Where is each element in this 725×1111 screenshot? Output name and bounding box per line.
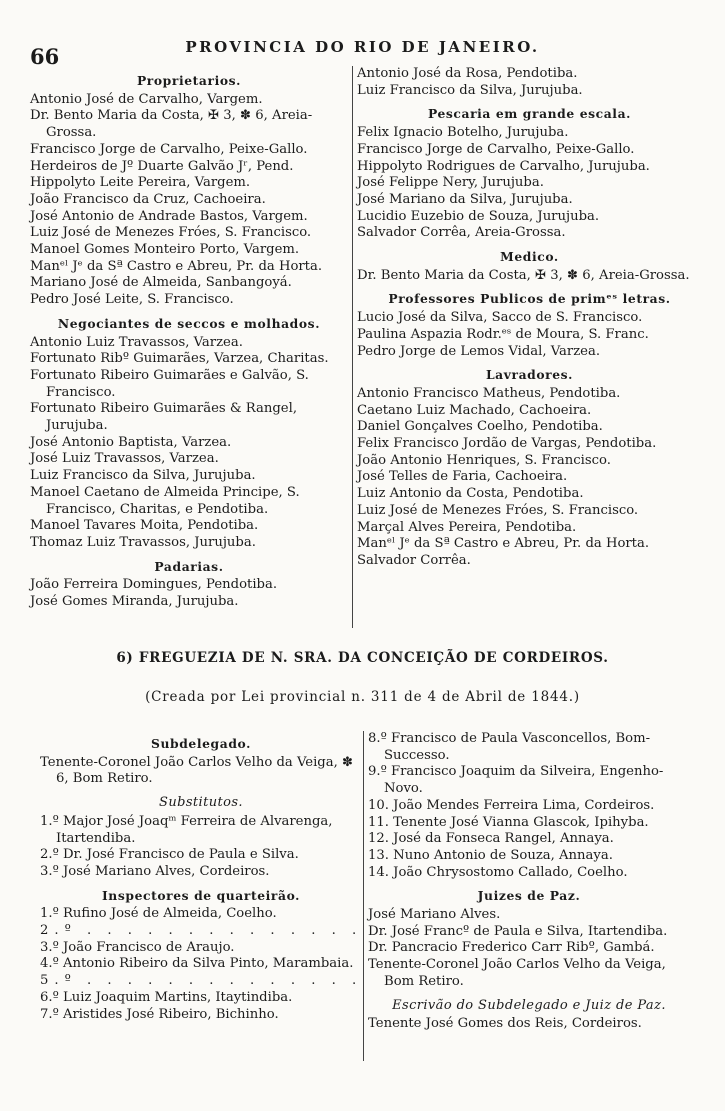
list-item: Dr. Bento Maria da Costa, ✠ 3, ✽ 6, Areia-Grossa. [357,267,690,283]
list-item: João Antonio Henriques, S. Francisco. [357,452,611,468]
professores-heading: Professores Publicos de primᵉˢ letras. [388,291,671,307]
list-item: 14. João Chrysostomo Callado, Coelho. [368,864,628,880]
list-item: José Felippe Nery, Jurujuba. [357,175,544,191]
substitutos-heading: Substitutos. [159,795,243,811]
list-item: 8.º Francisco de Paula Vasconcellos, Bom-Successo. [368,731,651,763]
list-item: 2.º . . . . . . . . . . . . . . [40,923,363,939]
pescaria-heading: Pescaria em grande escala. [427,106,632,122]
page-number: 66 [30,44,60,69]
list-item: Pedro José Leite, S. Francisco. [30,292,234,308]
list-item: 4.º Antonio Ribeiro da Silva Pinto, Marambaia. [40,956,354,972]
list-item: José Telles de Faria, Cachoeira. [357,469,568,485]
list-item: Lucidio Euzebio de Souza, Jurujuba. [357,208,600,224]
list-item: Luiz José de Menezes Fróes, S. Francisco. [30,225,312,241]
list-item: Salvador Corrêa, Areia-Grossa. [357,225,566,241]
escrivao-entry: Tenente José Gomes dos Reis, Cordeiros. [368,1016,642,1032]
juizes-list [368,907,690,991]
list-item: 6.º Luiz Joaquim Martins, Itaytindiba. [40,989,293,1005]
inspectores-heading: Inspectores de quarteirão. [101,887,301,903]
list-item: Antonio José de Carvalho, Vargem. [30,91,263,107]
list-item: Marçal Alves Pereira, Pendotiba. [357,519,577,535]
subdelegado-heading: Subdelegado. [151,736,251,751]
list-item: Antonio Luiz Travassos, Varzea. [30,334,243,350]
inspectores-list [40,906,362,1023]
list-item: 12. José da Fonseca Rangel, Annaya. [368,831,614,847]
list-item: Fortunato Ribº Guimarães, Varzea, Charitas. [30,351,329,367]
list-item: 7.º Aristides José Ribeiro, Bichinho. [40,1006,279,1022]
lavradores-list [357,386,702,570]
list-item: José Mariano Alves. [368,907,501,923]
section-title: 6) FREGUEZIA DE N. SRA. DA CONCEIÇÃO DE CORDEIROS. [116,650,609,666]
medico-heading: Medico. [500,249,559,265]
proprietarios-heading: Proprietarios. [136,73,242,88]
list-item: Thomaz Luiz Travassos, Jurujuba. [30,534,256,550]
list-item: Felix Ignacio Botelho, Jurujuba. [357,125,569,141]
list-item: Manoel Gomes Monteiro Porto, Vargem. [30,242,300,258]
list-item: José Antonio Baptista, Varzea. [30,434,232,450]
list-item: 13. Nuno Antonio de Souza, Annaya. [368,847,613,863]
lower-left-column [40,733,362,1023]
list-item: Salvador Corrêa. [357,552,471,568]
list-item: Francisco Jorge de Carvalho, Peixe-Gallo. [30,141,308,157]
right-column [352,66,702,628]
subdelegado-entry: Tenente-Coronel João Carlos Velho da Veiga, ✽ 6, Bom Retiro. [40,754,354,787]
list-item: 11. Tenente José Vianna Glascok, Ipihyba. [368,814,649,830]
list-item: José Mariano da Silva, Jurujuba. [357,191,573,207]
list-item: Dr. Pancracio Frederico Carr Ribº, Gambá. [368,940,655,956]
list-item: Herdeiros de Jº Duarte Galvão Jʳ, Pend. [30,158,294,174]
list-item: 5.º . . . . . . . . . . . . . . [40,973,363,989]
list-item: Luiz Francisco da Silva, Jurujuba. [30,468,256,484]
running-head: PROVINCIA DO RIO DE JANEIRO. [185,38,540,56]
list-item: Lucio José da Silva, Sacco de S. Francisco. [357,310,643,326]
list-item: José Gomes Miranda, Jurujuba. [30,594,239,610]
list-item: Pedro Jorge de Lemos Vidal, Varzea. [357,343,601,359]
negociantes-heading: Negociantes de seccos e molhados. [57,315,321,331]
left-column [30,70,348,611]
list-item: Luiz Antonio da Costa, Pendotiba. [357,486,584,502]
list-item: 3.º João Francisco de Araujo. [40,939,235,955]
proprietarios-list [30,92,348,309]
list-item: Antonio José da Rosa, Pendotiba. [357,66,578,81]
padarias-list [30,577,348,610]
list-item: 1.º Rufino José de Almeida, Coelho. [40,906,277,922]
negociantes-list [30,335,348,552]
list-item: Manoel Tavares Moita, Pendotiba. [30,518,259,534]
list-item: Caetano Luiz Machado, Cachoeira. [357,402,592,418]
lower-right-column [363,731,690,1061]
substitutos-list [40,814,362,881]
list-item: Hippolyto Leite Pereira, Vargem. [30,175,251,191]
list-item: João Francisco da Cruz, Cachoeira. [30,191,266,207]
list-item: 3.º José Mariano Alves, Cordeiros. [40,863,270,879]
list-item: Luiz Francisco da Silva, Jurujuba. [357,82,583,98]
professores-list [357,310,702,360]
list-item: 9.º Francisco Joaquim da Silveira, Engenho-Novo. [368,764,664,797]
list-item: Luiz José de Menezes Fróes, S. Francisco. [357,502,639,518]
list-item: Manoel Caetano de Almeida Principe, S. Francisco, Charitas, e Pendotiba. [30,484,300,517]
escrivao-heading: Escrivão do Subdelegado e Juiz de Paz. [392,997,666,1013]
list-item: Hippolyto Rodrigues de Carvalho, Jurujuba. [357,158,650,174]
juizes-heading: Juizes de Paz. [477,888,581,904]
list-item: Manᵉˡ Jᵉ da Sª Castro e Abreu, Pr. da Horta. [357,536,650,552]
list-item: Tenente-Coronel João Carlos Velho da Veiga, Bom Retiro. [368,957,666,989]
list-item: Paulina Aspazia Rodr.ᵉˢ de Moura, S. Franc. [357,326,649,342]
list-item: Mariano José de Almeida, Sanbangoyá. [30,275,292,291]
list-item: Dr. José Francº de Paula e Silva, Itartendiba. [368,923,668,939]
list-item: Fortunato Ribeiro Guimarães & Rangel, Jurujuba. [30,401,298,434]
list-item: Manᵉˡ Jᵉ da Sª Castro e Abreu, Pr. da Horta. [30,258,323,274]
list-item: João Ferreira Domingues, Pendotiba. [30,577,278,593]
list-item: Felix Francisco Jordão de Vargas, Pendotiba. [357,436,657,452]
list-item: Antonio Francisco Matheus, Pendotiba. [357,385,621,401]
list-item: 2.º Dr. José Francisco de Paula e Silva. [40,847,299,863]
list-item: Fortunato Ribeiro Guimarães e Galvão, S. Francisco. [30,367,309,400]
section-subtitle: (Creada por Lei provincial n. 311 de 4 de Abril de 1844.) [145,689,580,705]
list-item: José Luiz Travassos, Varzea. [30,451,219,467]
list-item: Daniel Gonçalves Coelho, Pendotiba. [357,419,603,435]
padarias-heading: Padarias. [154,558,224,574]
list-item: Francisco Jorge de Carvalho, Peixe-Gallo. [357,141,635,157]
list-item: José Antonio de Andrade Bastos, Vargem. [30,208,308,224]
inspectores-continued-list [368,731,690,881]
list-item: 1.º Major José Joaqᵐ Ferreira de Alvarenga, Itartendiba. [40,813,333,846]
list-item: Dr. Bento Maria da Costa, ✠ 3, ✽ 6, Areia-Grossa. [30,108,313,141]
list-item: 10. João Mendes Ferreira Lima, Cordeiros. [368,797,655,813]
lavradores-heading: Lavradores. [485,367,574,383]
pescaria-list [357,125,702,242]
